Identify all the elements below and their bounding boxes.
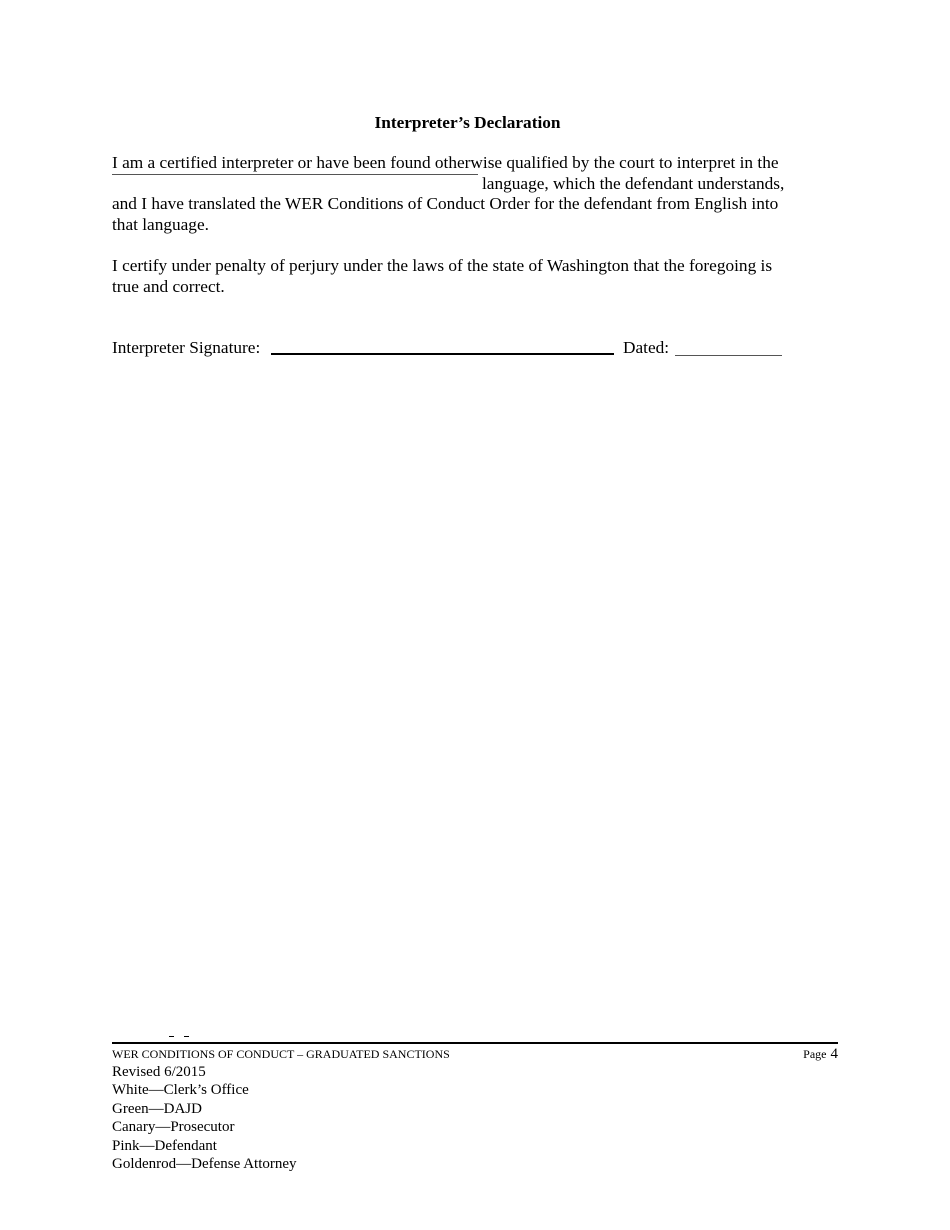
distribution-item: Canary—Prosecutor bbox=[112, 1119, 235, 1135]
signature-line[interactable] bbox=[271, 353, 614, 355]
footer-mark bbox=[184, 1036, 189, 1037]
distribution-item: Goldenrod—Defense Attorney bbox=[112, 1156, 297, 1172]
para1-line4: that language. bbox=[112, 215, 209, 234]
para1-line2: language, which the defendant understands, bbox=[482, 174, 785, 193]
signature-label: Interpreter Signature: bbox=[112, 338, 261, 357]
distribution-item: White—Clerk’s Office bbox=[112, 1082, 249, 1098]
para1-line1: I am a certified interpreter or have been found otherwise qualified by the court to interpret in the bbox=[112, 153, 779, 172]
page-number: 4 bbox=[830, 1046, 838, 1062]
page-title: Interpreter’s Declaration bbox=[374, 113, 561, 132]
distribution-item: Green—DAJD bbox=[112, 1101, 202, 1117]
para2-line1: I certify under penalty of perjury under the laws of the state of Washington that the foregoing is bbox=[112, 256, 773, 275]
distribution-item: Pink—Defendant bbox=[112, 1138, 217, 1154]
date-line[interactable] bbox=[675, 355, 782, 356]
footer-divider bbox=[112, 1042, 838, 1044]
para1-line3: and I have translated the WER Conditions of Conduct Order for the defendant from English into bbox=[112, 194, 779, 213]
para2-line2: true and correct. bbox=[112, 277, 225, 296]
language-blank[interactable] bbox=[112, 174, 478, 175]
page-label: Page bbox=[803, 1047, 827, 1061]
footer-form-title: WER CONDITIONS OF CONDUCT – GRADUATED SANCTIONS bbox=[112, 1047, 450, 1061]
footer-page-number bbox=[803, 1045, 838, 1063]
footer-mark bbox=[169, 1036, 174, 1037]
footer-revised: Revised 6/2015 bbox=[112, 1064, 206, 1080]
dated-label: Dated: bbox=[623, 338, 670, 357]
